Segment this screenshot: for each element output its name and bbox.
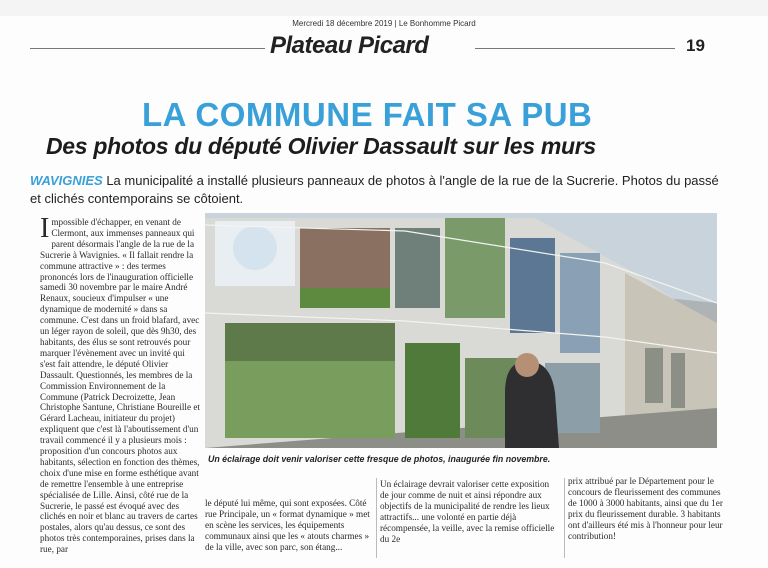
article-subhead: Des photos du député Olivier Dassault sur les murs [46, 133, 596, 159]
kicker: WAVIGNIES [30, 173, 103, 188]
page-top-edge [0, 0, 768, 16]
dropcap: I [40, 213, 50, 244]
section-title: Plateau Picard [270, 32, 429, 59]
page-number: 19 [686, 36, 705, 55]
article-headline: LA COMMUNE FAIT SA PUB [142, 96, 593, 133]
body-column-1-text: mpossible d'échapper, en venant de Clermont, aux immenses panneaux qui parent désormais l'angle de la rue de la Sucrerie à Wavignies. « Il fallait rendre la commune attractive » : des termes prononcés lors de l'inauguration officielle samedi 30 novembre par le maire André Renaux, soucieux d'impulser « une dynamique de modernité » dans sa commune. C'est dans un froid blafard, avec un léger rayon de soleil, que dès 9h30, des habitants, des élus se sont retrouvés pour marquer l'évènement avec un invité qui s'est fait attendre, le député Olivier Dassault. Questionnés, les membres de la Commission Environnement de la Commune (Patrick Decroizette, Jean Christophe Santune, Christiane Boureille et Gérard Lacheau, initiateur du projet) expliquent que c'est là l'aboutissement d'un travail commencé il y a plusieurs mois : proposition d'un concours photos aux habitants, sélection en fonction des thèmes, choix d'une mise en forme esthétique avant de remettre l'ensemble à une entreprise spécialisée de Lille. Ainsi, côté rue de la Sucrerie, le passé est évoqué avec des clichés en noir et blanc au travers de cartes postales, alors qu'au dessus, ce sont des photos très contemporaines, prises dans la rue, par [40, 217, 200, 555]
body-column-3: Un éclairage devrait valoriser cette exposition de jour comme de nuit et ainsi répondre aux objectifs de la municipalité de rendre les lieux attractifs... une volonté en partie déjà récompensée, la veille, avec la remise officielle du 2e [380, 479, 555, 544]
body-column-4: prix attribué par le Département pour le concours de fleurissement des communes de 1000 à 3000 habitants, ainsi que du 1er prix du fleurissement durable. 3 habitants ont d'ailleurs été mis à l'honneur pour leur contribution! [568, 476, 723, 541]
dateline: Mercredi 18 décembre 2019 | Le Bonhomme Picard [292, 19, 476, 28]
body-column-2: le député lui même, qui sont exposées. Côté rue Principale, un « format dynamique » met en scène les services, les équipements communaux ainsi que les « atouts charmes » de la ville, avec son parc, son étang... [205, 498, 370, 552]
header-rule-right [475, 48, 675, 49]
lead-text: La municipalité a installé plusieurs panneaux de photos à l'angle de la rue de la Sucrerie. Photos du passé et clichés contemporains se côtoient. [30, 173, 719, 206]
article-lead [30, 172, 730, 208]
column-separator [564, 478, 565, 558]
photo-caption: Un éclairage doit venir valoriser cette fresque de photos, inaugurée fin novembre. [208, 454, 551, 464]
column-separator [376, 478, 377, 558]
header-rule-left [30, 48, 265, 49]
photo-illustration [205, 213, 717, 448]
body-column-1 [40, 213, 202, 555]
article-photo [205, 213, 717, 448]
